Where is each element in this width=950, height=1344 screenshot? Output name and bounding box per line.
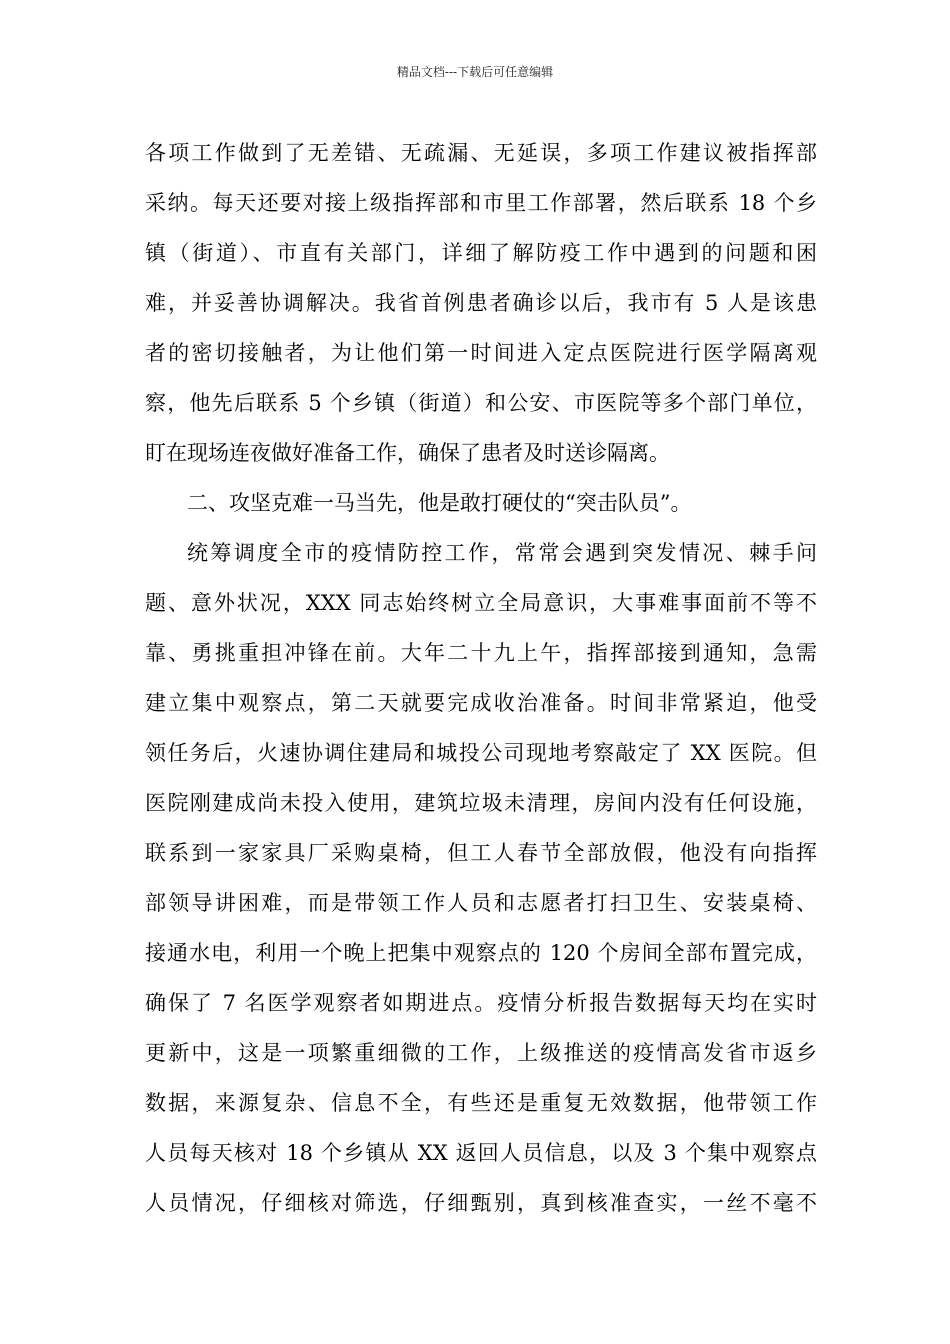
text-line: 更新中，这是一项繁重细微的工作，上级推送的疫情高发省市返乡 bbox=[145, 1041, 817, 1065]
text-line: 二、攻坚克难一马当先，他是敢打硬仗的“突击队员”。 bbox=[187, 491, 692, 515]
text-line: 医院刚建成尚未投入使用，建筑垃圾未清理，房间内没有任何设施， bbox=[145, 791, 817, 815]
text-line: 统筹调度全市的疫情防控工作，常常会遇到突发情况、棘手问 bbox=[187, 541, 817, 565]
paragraph-2 bbox=[145, 528, 817, 1228]
paragraph-1 bbox=[145, 128, 817, 478]
document-body bbox=[145, 128, 817, 1228]
text-line: 人员情况，仔细核对筛选，仔细甄别，真到核准查实，一丝不毫不 bbox=[145, 1191, 817, 1215]
text-line: 数据，来源复杂、信息不全，有些还是重复无效数据，他带领工作 bbox=[145, 1091, 817, 1115]
section-heading bbox=[145, 478, 817, 528]
text-line: 确保了 7 名医学观察者如期进点。疫情分析报告数据每天均在实时 bbox=[145, 991, 817, 1015]
text-line: 接通水电，利用一个晚上把集中观察点的 120 个房间全部布置完成， bbox=[145, 941, 817, 965]
text-line: 人员每天核对 18 个乡镇从 XX 返回人员信息，以及 3 个集中观察点 bbox=[145, 1141, 817, 1165]
text-line: 者的密切接触者，为让他们第一时间进入定点医院进行医学隔离观 bbox=[145, 341, 817, 365]
text-line: 部领导讲困难，而是带领工作人员和志愿者打扫卫生、安装桌椅、 bbox=[145, 891, 817, 915]
text-line: 靠、勇挑重担冲锋在前。大年二十九上午，指挥部接到通知，急需 bbox=[145, 641, 817, 665]
text-line: 难，并妥善协调解决。我省首例患者确诊以后，我市有 5 人是该患 bbox=[145, 291, 817, 315]
text-line: 联系到一家家具厂采购桌椅，但工人春节全部放假，他没有向指挥 bbox=[145, 841, 817, 865]
text-line: 镇（街道）、市直有关部门，详细了解防疫工作中遇到的问题和困 bbox=[145, 241, 817, 265]
text-line: 题、意外状况，XXX 同志始终树立全局意识，大事难事面前不等不 bbox=[145, 591, 817, 615]
text-line: 建立集中观察点，第二天就要完成收治准备。时间非常紧迫，他受 bbox=[145, 691, 817, 715]
text-line: 各项工作做到了无差错、无疏漏、无延误，多项工作建议被指挥部 bbox=[145, 141, 817, 165]
text-line: 领任务后，火速协调住建局和城投公司现地考察敲定了 XX 医院。但 bbox=[145, 741, 817, 765]
page-header: 精品文档---下载后可任意编辑 bbox=[396, 65, 554, 79]
text-line: 盯在现场连夜做好准备工作，确保了患者及时送诊隔离。 bbox=[145, 441, 670, 465]
text-line: 察，他先后联系 5 个乡镇（街道）和公安、市医院等多个部门单位， bbox=[145, 391, 817, 415]
text-line: 采纳。每天还要对接上级指挥部和市里工作部署，然后联系 18 个乡 bbox=[145, 191, 817, 215]
